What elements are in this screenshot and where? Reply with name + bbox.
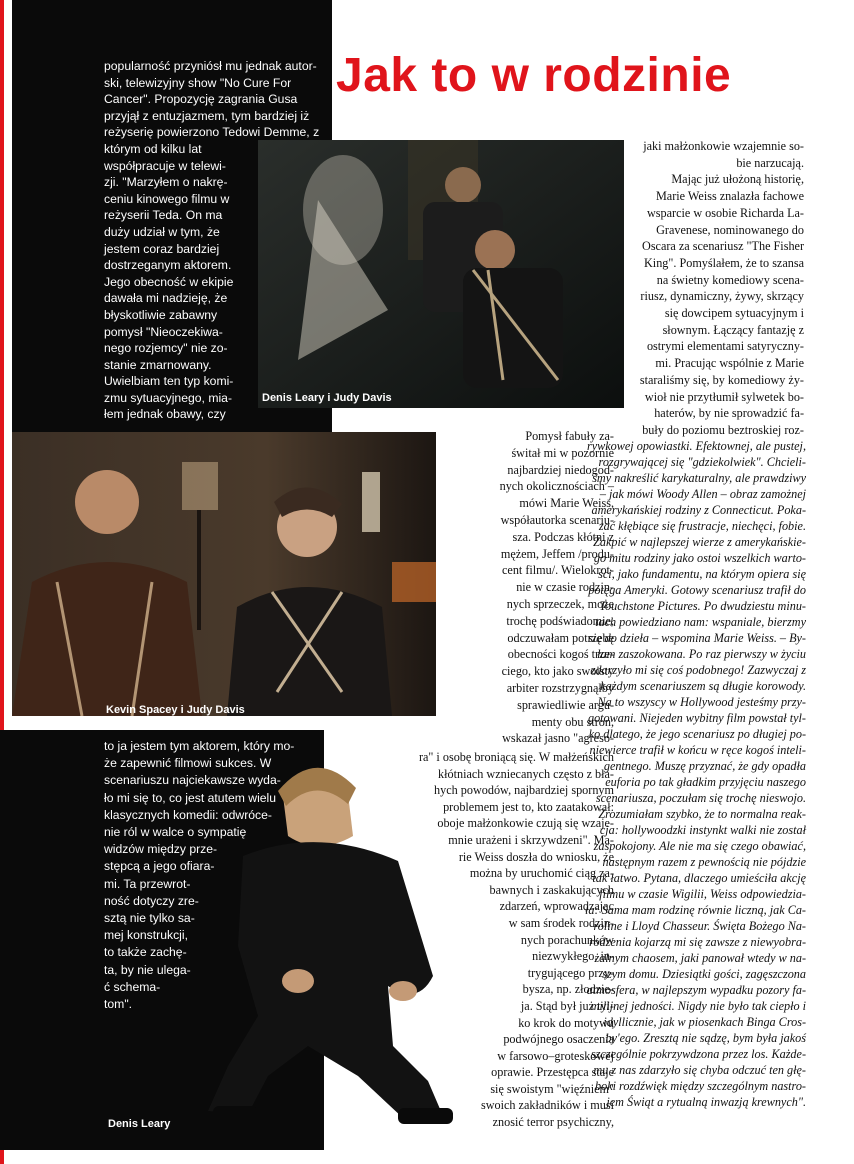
column-right-top: jaki małżonkowie wzajemnie so- bie narzucają. Mając już ułożoną historię, Marie Weiss znalazła fachowe wsparcie w osobie Richarda La- Gravenese, nominowanego do Oscara za scenariusz "The Fisher King". Pomyślałem, że to szansa na świetny komediowy scena- riusz, dynamiczny, żywy, skrzący się dowcipem sytuacyjnym i słownym. Łączący fantazję z ostrymi elementami satyryczny- mi. Pracując wspólnie z Marie staraliśmy się, by komediowy ży- wioł nie przytłumił sylwetek bo- haterów, by nie sprowadzić fa- buły do poziomu beztroskiej roz- xyxy=(639,139,804,437)
column-right-main: rywkowej opowiastki. Efektownej, ale pustej, rozgrywającej się "gdziekolwiek". Chcieli- śmy nakreślić karykaturalny, ale prawdziwy – jak mówi Woody Allen – obraz zamożnej amerykańskiej rodziny z Connecticut. Poka- zać kłębiące się frustracje, niechęci, fobie. Zakpić w najlepszej wierze z amerykańskie- go mitu rodziny jako ostoi wszelkich warto- ści, jako fundamentu, na którym opiera się potęga Ameryki. Gotowy scenariusz trafił do Touchstone Pictures. Po dwudziestu minu- tach powiedziano nam: wspaniale, bierzmy się do dzieła – wspomina Marie Weiss. – By- łam zaszokowana. Po raz pierwszy w życiu zdarzyło mi się coś podobnego! Zazwyczaj z każdym scenariuszem są długie korowody. Na to wszyscy w Hollywood jesteśmy przy- gotowani. Niejeden wybitny film powstał tyl- ko dlatego, że jego scenariusz po długiej po- niewierce trafił w końcu w ręce kogoś inteli- gentnego. Muszę przyznać, że gdy opadła euforia po tak gładkim przyjęciu naszego scenariusza, poczułam się trochę nieswojo. Zrozumiałam szybko, że to normalna reak- cja: hollywoodzki instynkt walki nie został zaspokojony. Ale nie ma się czego obawiać, następnym razem z pewnością nie pójdzie tak łatwo. Pytana, dlaczego umieściła akcję filmu w czasie Wigilii, Weiss odpowiedzia- ła: Sama mam rodzinę równie liczną, jak Ca- roline i Lloyd Chasseur. Święta Bożego Na- rodzenia kojarzą mi się zawsze z niewyobra- żalnym chaosem, jaki panował wtedy w na- szym domu. Dziesiątki gości, zagęszczona atmosfera, w najlepszym wypadku pozory fa- milijnej jedności. Nigdy nie było tak ciepło i idyllicznie, jak w piosenkach Binga Cros- by'ego. Zresztą nie sądzę, bym była jakoś szczególnie pokrzywdzona przez los. Każde- mu z nas zdarzyło się chyba odczuć ten głę- boki rozdźwięk między szczególnym nastro- jem Świąt a rytualną inwazją krewnych". xyxy=(585,439,806,1109)
photo-3-caption: Denis Leary xyxy=(108,1118,171,1130)
photo-1-caption: Denis Leary i Judy Davis xyxy=(262,392,392,404)
column-middle-lower: ra" i osobę broniącą się. W małżeńskich kłótniach wzniecanych często z bła- hych powodów, najbardziej spornym problemem jest to, kto zaatakował: oboje małżonkowie czują się wzaje- mnie urażeni i skrzywdzeni". Ma- rie Weiss doszła do wniosku, że można by uruchomić ciąg za- bawnych i zaskakujących zdarzeń, wprowadzając w sam środek rodzin- nych porachunków niezwykłego, in- trygującego przy- bysza, np. złodzie- ja. Stąd był już tyl- ko krok do motywu podwójnego osaczenia w farsowo–groteskowej oprawie. Przestępca staje się swoistym "więźniem" swoich zakładników i musi znosić terror psychiczny, xyxy=(418,750,614,1130)
photo-2-caption: Kevin Spacey i Judy Davis xyxy=(106,704,245,716)
article-title: Jak to w rodzinie xyxy=(336,49,732,102)
column-top-left: popularność przyniósł mu jednak autor- ski, telewizyjny show "No Cure For Cancer". Propozycję zagrania Gusa przyjął z entuzjazmem, tym bardziej iż reżyserię powierzono Tedowi Demme, z którym od kilku lat współpracuje w telewi- zji. "Marzyłem o nakrę- ceniu kinowego filmu w reżyserii Teda. On ma duży udział w tym, że jestem coraz bardziej dostrzeganym aktorem. Jego obecność w ekipie dawała mi nadzieję, że błyskotliwie zabawny pomysł "Nieoczekiwa- nego rozjemcy" nie zo- stanie zmarnowany. Uwielbiam ten typ komi- zmu sytuacyjnego, mia- łem jednak obawy, czy xyxy=(104,59,320,422)
column-middle-upper: Pomysł fabuły za- świtał mi w pozornie najbardziej niedogod- nych okolicznościach – mówi Marie Weiss, współautorka scenariu- sza. Podczas kłótni z mężem, Jeffem /produ- cent filmu/. Wielokrot- nie w czasie rodzin- nych sprzeczek, może trochę podświadomie, odczuwałam potrzebę obecności kogoś trze- ciego, kto jako swoisty arbiter rozstrzygnąłby sprawiedliwie argu- menty obu stron, wskazał jasno "agreso- xyxy=(499,429,614,746)
photo-2-image xyxy=(12,432,436,716)
column-bottom-left: to ja jestem tym aktorem, który mo- że zapewnić filmowi sukces. W scenariuszu najciekawsze wyda- ło mi się to, co jest atutem wielu klasycznych komedii: odwróce- nie ról w walce o sympatię widzów między prze- stępcą a jego ofiara- mi. Ta przewrot- ność dotyczy zre- sztą nie tylko sa- mej konstrukcji, to także zachę- ta, by nie ulega- ć schema- tom". xyxy=(104,739,295,1012)
photo-kevin-spacey-judy-davis xyxy=(12,432,436,716)
